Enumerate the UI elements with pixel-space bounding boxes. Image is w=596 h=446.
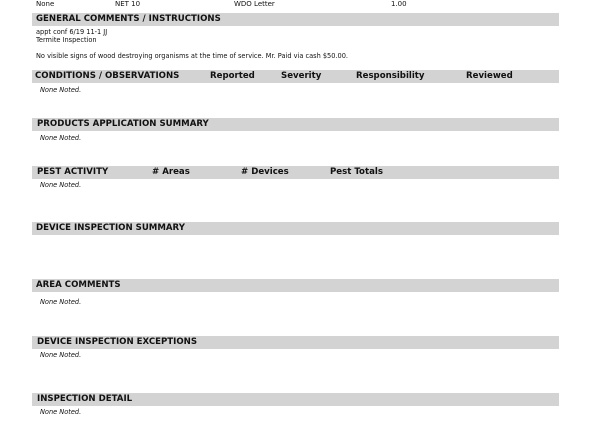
none-noted: None Noted. xyxy=(40,298,82,306)
inspection-detail-header xyxy=(32,393,559,406)
comment-line: Termite Inspection xyxy=(36,36,97,44)
device-exceptions-header xyxy=(32,336,559,349)
column-header: # Devices xyxy=(241,167,289,177)
column-header: Reported xyxy=(210,71,255,81)
none-noted: None Noted. xyxy=(40,351,82,359)
column-header: Reviewed xyxy=(466,71,513,81)
device-summary-header xyxy=(32,222,559,235)
section-title: PEST ACTIVITY xyxy=(37,167,109,177)
top-row-value: WDO Letter xyxy=(234,0,275,8)
section-title: DEVICE INSPECTION EXCEPTIONS xyxy=(37,337,198,347)
column-header: Pest Totals xyxy=(330,167,383,177)
section-title: PRODUCTS APPLICATION SUMMARY xyxy=(37,119,209,129)
none-noted: None Noted. xyxy=(40,408,82,416)
products-header xyxy=(32,118,559,131)
none-noted: None Noted. xyxy=(40,181,82,189)
column-header: Severity xyxy=(281,71,322,81)
column-header: Responsibility xyxy=(356,71,425,81)
comment-line: No visible signs of wood destroying organisms at the time of service. Mr. Paid via cash $50.00. xyxy=(36,52,349,60)
area-comments-header xyxy=(32,279,559,292)
top-row-value: NET 10 xyxy=(115,0,141,8)
section-title: AREA COMMENTS xyxy=(36,280,121,290)
section-title: DEVICE INSPECTION SUMMARY xyxy=(36,223,185,233)
conditions-header xyxy=(32,70,559,83)
top-row-value: 1.00 xyxy=(391,0,407,8)
none-noted: None Noted. xyxy=(40,134,82,142)
section-title: GENERAL COMMENTS / INSTRUCTIONS xyxy=(36,14,221,24)
none-noted: None Noted. xyxy=(40,86,82,94)
comment-line: appt conf 6/19 11-1 JJ xyxy=(36,28,108,36)
column-header: # Areas xyxy=(152,167,190,177)
pest-activity-header xyxy=(32,166,559,179)
section-title: CONDITIONS / OBSERVATIONS xyxy=(35,71,180,81)
general-comments-header xyxy=(32,13,559,26)
section-title: INSPECTION DETAIL xyxy=(37,394,133,404)
top-row-value: None xyxy=(36,0,55,8)
